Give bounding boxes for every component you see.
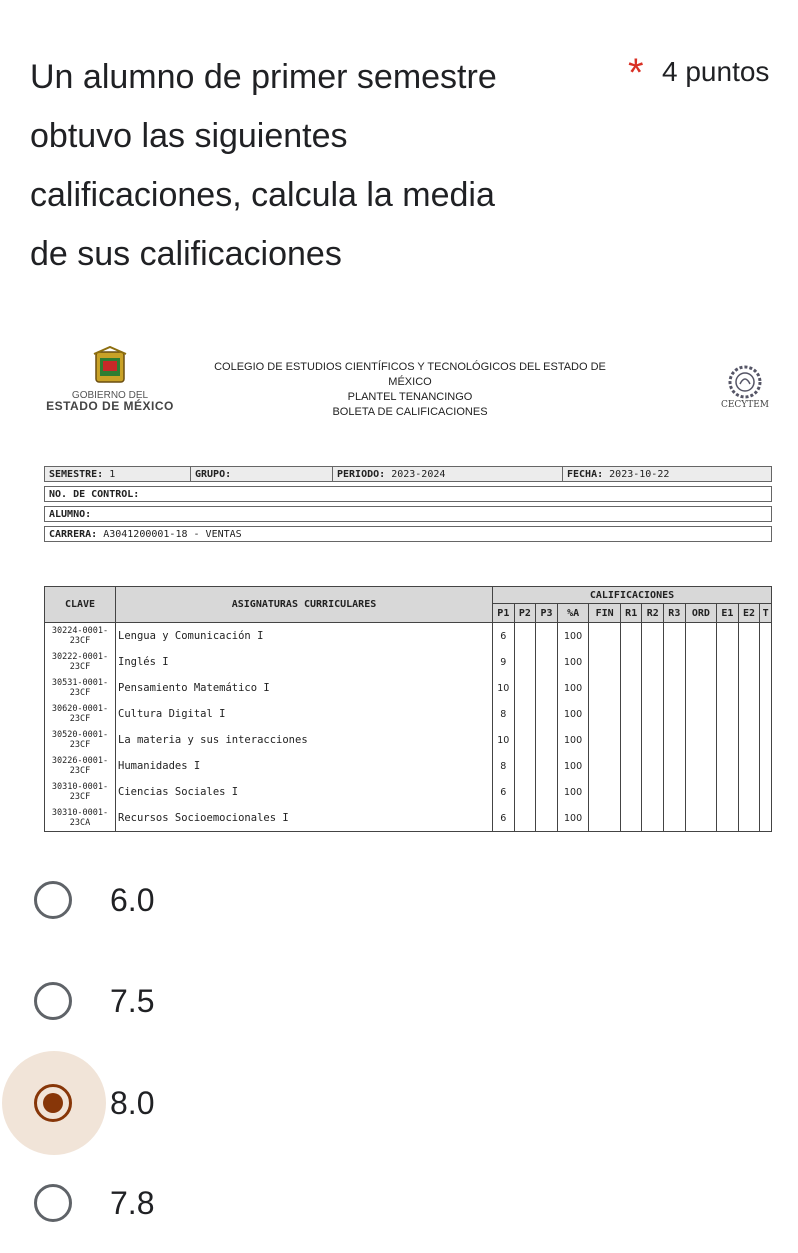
cecytem-logo [720, 362, 770, 422]
grade-cell [760, 675, 772, 701]
grade-cell [760, 727, 772, 753]
table-row [45, 727, 772, 753]
table-row [45, 649, 772, 675]
clave-line: 23CF [69, 792, 91, 802]
clave-line: 23CF [69, 688, 91, 698]
clave-line: 30520-0001- [51, 730, 109, 740]
cecytem-label: CECYTEM [720, 400, 770, 410]
clave-line: 30620-0001- [51, 704, 109, 714]
clave-line: 30310-0001- [51, 808, 109, 818]
sub-col-header: P3 [536, 604, 558, 623]
clave-line: 23CF [69, 714, 91, 724]
periodo-label: PERIODO: [337, 469, 386, 480]
grade-cell [589, 675, 621, 701]
grade-cell [536, 779, 558, 805]
clave-line: 23CF [69, 662, 91, 672]
grade-cell [738, 675, 760, 701]
points-label: 4 puntos [662, 56, 770, 87]
grade-cell [536, 675, 558, 701]
grade-cell [589, 805, 621, 832]
clave-cell [45, 623, 116, 650]
table-row [45, 623, 772, 650]
clave-cell [45, 805, 116, 832]
option-6-0[interactable] [0, 850, 798, 950]
periodo-value: 2023-2024 [391, 469, 446, 480]
grade-cell [589, 701, 621, 727]
grade-cell [685, 649, 717, 675]
control-label: NO. DE CONTROL: [49, 489, 140, 500]
grade-cell: 100 [557, 701, 589, 727]
col-asignaturas: ASIGNATURAS CURRICULARES [116, 587, 493, 623]
info-row-carrera [44, 526, 772, 542]
grade-cell [738, 779, 760, 805]
grade-cell: 100 [557, 623, 589, 650]
alumno-label: ALUMNO: [49, 509, 92, 520]
grade-cell: 100 [557, 753, 589, 779]
grupo-label: GRUPO: [195, 469, 232, 480]
grade-cell [738, 805, 760, 832]
grade-cell [717, 675, 739, 701]
grade-cell: 6 [493, 805, 515, 832]
grade-cell: 100 [557, 727, 589, 753]
grade-cell [514, 701, 536, 727]
clave-line: 23CF [69, 740, 91, 750]
grade-cell [717, 623, 739, 650]
grade-cell [536, 727, 558, 753]
grade-cell [760, 649, 772, 675]
grade-cell [514, 753, 536, 779]
question-line: calificaciones, calcula la media [30, 176, 495, 214]
grade-cell [514, 623, 536, 650]
grade-cell [760, 753, 772, 779]
grade-cell [685, 675, 717, 701]
table-row [45, 805, 772, 832]
grade-cell [536, 805, 558, 832]
grade-cell [536, 623, 558, 650]
carrera-label: CARRERA: [49, 529, 98, 540]
grade-cell: 8 [493, 701, 515, 727]
sub-col-header: FIN [589, 604, 621, 623]
grade-cell [760, 701, 772, 727]
col-calificaciones: CALIFICACIONES [493, 587, 772, 604]
grades-body [45, 623, 772, 832]
grade-cell [717, 649, 739, 675]
grade-cell [685, 779, 717, 805]
semestre-value: 1 [109, 469, 116, 480]
grade-cell [536, 753, 558, 779]
grade-cell [620, 649, 642, 675]
state-seal-icon [90, 346, 130, 388]
info-row-semestre [44, 466, 772, 482]
grades-table [44, 586, 772, 832]
sub-col-header: E2 [738, 604, 760, 623]
grade-cell [642, 623, 664, 650]
fecha-value: 2023-10-22 [609, 469, 670, 480]
clave-cell [45, 701, 116, 727]
radio-button[interactable] [34, 982, 72, 1020]
radio-button[interactable] [34, 1184, 72, 1222]
table-row [45, 701, 772, 727]
asignatura-cell: Recursos Socioemocionales I [116, 805, 493, 832]
asignatura-cell: Lengua y Comunicación I [116, 623, 493, 650]
table-row [45, 675, 772, 701]
grade-cell [589, 753, 621, 779]
asignatura-cell: Cultura Digital I [116, 701, 493, 727]
info-row-alumno [44, 506, 772, 522]
clave-cell [45, 649, 116, 675]
clave-line: 30310-0001- [51, 782, 109, 792]
grade-cell [620, 727, 642, 753]
grade-cell: 6 [493, 779, 515, 805]
grade-cell [664, 753, 686, 779]
grade-cell: 9 [493, 649, 515, 675]
option-7-8[interactable] [0, 1153, 798, 1253]
grade-cell [738, 727, 760, 753]
grade-cell [620, 779, 642, 805]
carrera-value: A3041200001-18 - VENTAS [103, 529, 242, 540]
grade-cell [620, 753, 642, 779]
grade-cell [514, 727, 536, 753]
option-label: 6.0 [110, 882, 155, 918]
grade-cell [514, 805, 536, 832]
grade-cell [664, 649, 686, 675]
clave-line: 30531-0001- [51, 678, 109, 688]
clave-line: 30224-0001- [51, 626, 109, 636]
asignatura-cell: Ciencias Sociales I [116, 779, 493, 805]
grade-cell [620, 701, 642, 727]
question-title [30, 48, 610, 284]
grade-cell [514, 649, 536, 675]
option-label: 7.5 [110, 983, 155, 1019]
grade-cell [760, 805, 772, 832]
grade-cell [664, 701, 686, 727]
grade-cell [642, 805, 664, 832]
school-name: COLEGIO DE ESTUDIOS CIENTÍFICOS Y TECNOLÓGICOS DEL ESTADO DE MÉXICO [214, 361, 606, 388]
sub-col-header: P2 [514, 604, 536, 623]
grade-cell [738, 701, 760, 727]
question-line: Un alumno de primer semestre [30, 58, 497, 96]
semestre-label: SEMESTRE: [49, 469, 104, 480]
sub-col-header: P1 [493, 604, 515, 623]
fecha-label: FECHA: [567, 469, 604, 480]
grade-cell [642, 675, 664, 701]
clave-cell [45, 753, 116, 779]
grade-cell [589, 779, 621, 805]
grade-cell [717, 701, 739, 727]
grade-cell [760, 623, 772, 650]
grade-cell [685, 805, 717, 832]
grade-cell [664, 779, 686, 805]
grade-cell [664, 623, 686, 650]
plantel-name: PLANTEL TENANCINGO [347, 391, 473, 403]
asignatura-cell: Humanidades I [116, 753, 493, 779]
clave-line: 30226-0001- [51, 756, 109, 766]
grade-cell [642, 727, 664, 753]
option-8-0[interactable] [0, 1053, 798, 1153]
grade-cell [642, 779, 664, 805]
clave-line: 30222-0001- [51, 652, 109, 662]
grade-cell [664, 805, 686, 832]
grade-cell [685, 623, 717, 650]
grade-cell: 10 [493, 727, 515, 753]
table-row [45, 753, 772, 779]
grade-cell [717, 727, 739, 753]
grade-cell [589, 727, 621, 753]
required-asterisk: * [628, 51, 644, 95]
question-line: de sus calificaciones [30, 235, 342, 273]
grade-cell [589, 623, 621, 650]
grade-cell [514, 675, 536, 701]
question-line: obtuvo las siguientes [30, 117, 348, 155]
grade-cell [514, 779, 536, 805]
clave-line: 23CA [69, 818, 91, 828]
grade-cell [620, 805, 642, 832]
grade-cell [685, 727, 717, 753]
sub-col-header: %A [557, 604, 589, 623]
asignatura-cell: Inglés I [116, 649, 493, 675]
grade-cell [717, 753, 739, 779]
option-label: 8.0 [110, 1085, 155, 1121]
clave-cell [45, 675, 116, 701]
grade-cell [642, 753, 664, 779]
asignatura-cell: Pensamiento Matemático I [116, 675, 493, 701]
grade-cell [717, 805, 739, 832]
grade-cell [536, 649, 558, 675]
grade-cell [589, 649, 621, 675]
clave-cell [45, 727, 116, 753]
clave-line: 23CF [69, 636, 91, 646]
grade-cell [685, 753, 717, 779]
clave-cell [45, 779, 116, 805]
sub-col-header: R1 [620, 604, 642, 623]
grade-cell: 6 [493, 623, 515, 650]
grade-cell [738, 623, 760, 650]
grade-cell: 10 [493, 675, 515, 701]
grade-cell [620, 675, 642, 701]
gov-line2: ESTADO DE MÉXICO [46, 399, 174, 413]
sub-col-header: R3 [664, 604, 686, 623]
grade-cell [620, 623, 642, 650]
grade-cell: 8 [493, 753, 515, 779]
radio-button[interactable] [34, 1084, 72, 1122]
grade-cell [642, 649, 664, 675]
grade-cell: 100 [557, 805, 589, 832]
option-7-5[interactable] [0, 951, 798, 1051]
asignatura-cell: La materia y sus interacciones [116, 727, 493, 753]
cecytem-emblem-icon [720, 362, 770, 402]
boleta-image [40, 340, 772, 842]
table-row [45, 779, 772, 805]
grade-cell [738, 649, 760, 675]
option-label: 7.8 [110, 1185, 155, 1221]
grade-cell: 100 [557, 779, 589, 805]
clave-line: 23CF [69, 766, 91, 776]
radio-button[interactable] [34, 881, 72, 919]
sub-col-header: ORD [685, 604, 717, 623]
grade-cell: 100 [557, 649, 589, 675]
school-header [200, 360, 620, 420]
sub-col-header: R2 [642, 604, 664, 623]
boleta-title: BOLETA DE CALIFICACIONES [332, 406, 488, 418]
grade-cell: 100 [557, 675, 589, 701]
grade-cell [664, 675, 686, 701]
grade-cell [738, 753, 760, 779]
grade-cell [642, 701, 664, 727]
gov-label [40, 390, 180, 412]
grade-cell [536, 701, 558, 727]
grade-cell [664, 727, 686, 753]
info-row-control [44, 486, 772, 502]
col-clave: CLAVE [45, 587, 116, 623]
sub-col-header: E1 [717, 604, 739, 623]
grade-cell [717, 779, 739, 805]
sub-col-header: T [760, 604, 772, 623]
grade-cell [685, 701, 717, 727]
gov-line1: GOBIERNO DEL [71, 390, 149, 401]
grade-cell [760, 779, 772, 805]
